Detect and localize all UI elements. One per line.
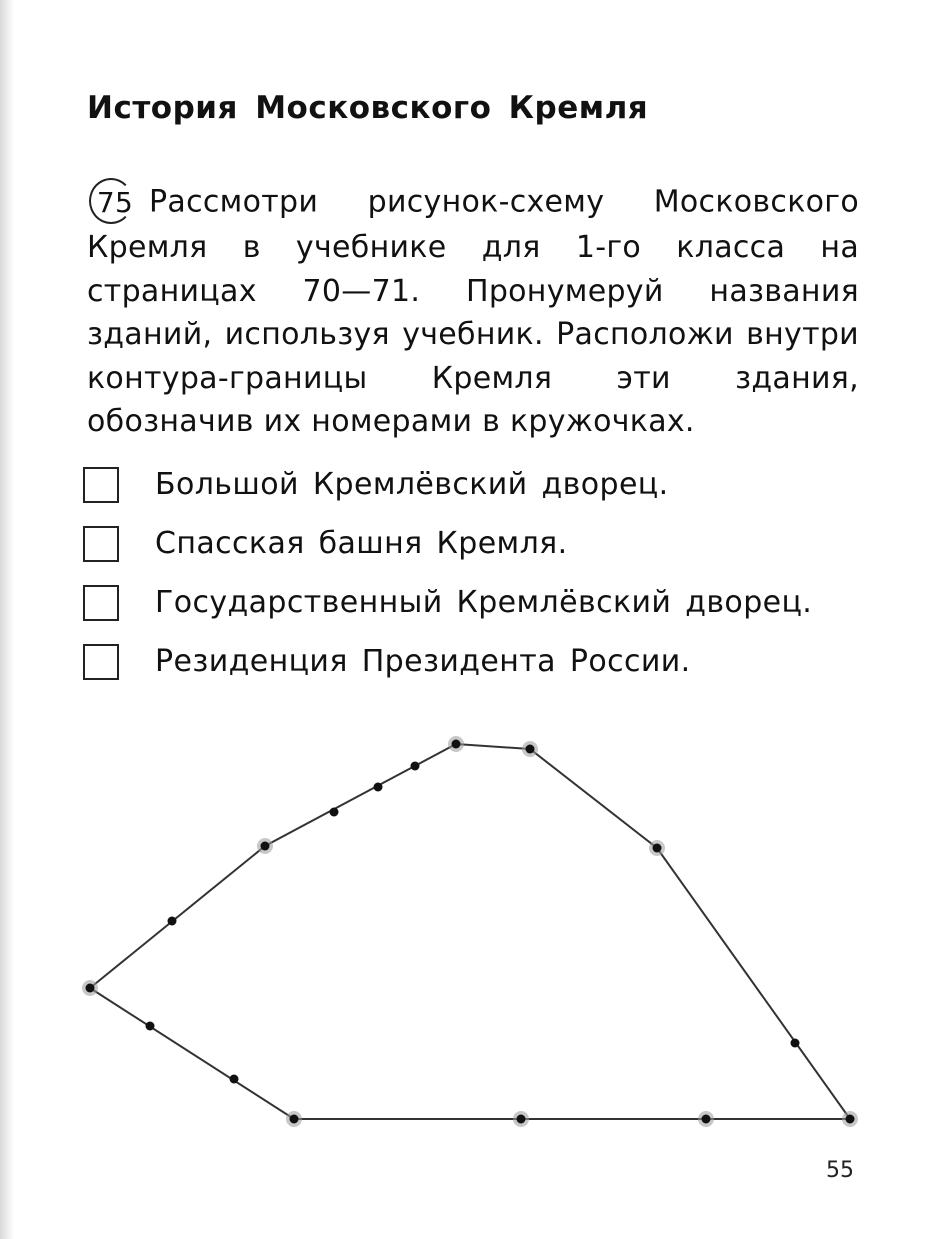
tower-dot <box>791 1039 800 1048</box>
tower-point <box>82 980 98 996</box>
task-number: 75 <box>96 186 134 219</box>
tower-dot <box>146 1022 155 1031</box>
number-box[interactable] <box>83 526 119 562</box>
list-item <box>83 573 812 632</box>
tower-dot <box>374 783 383 792</box>
option-label: Государственный Кремлёвский дворец. <box>155 585 813 620</box>
kremlin-boundary <box>90 744 850 1119</box>
tower-dot <box>168 917 177 926</box>
number-box[interactable] <box>83 585 119 621</box>
tower-point <box>448 736 464 752</box>
tower-point <box>286 1111 302 1127</box>
page-title: История Московского Кремля <box>87 90 649 126</box>
tower-dots <box>86 740 855 1124</box>
tower-point <box>513 1111 529 1127</box>
tower-point <box>257 838 273 854</box>
task-block <box>87 180 859 444</box>
tower-point <box>522 741 538 757</box>
tower-point <box>698 1111 714 1127</box>
tower-dot <box>290 1115 299 1124</box>
tower-dot <box>230 1075 239 1084</box>
tower-dot <box>86 984 95 993</box>
tower-dot <box>261 842 270 851</box>
list-item <box>83 632 812 691</box>
tower-dot <box>452 740 461 749</box>
list-item <box>83 514 812 573</box>
page-edge-shadow <box>0 0 14 1239</box>
tower-dot <box>846 1115 855 1124</box>
option-label: Спасская башня Кремля. <box>155 526 568 561</box>
task-number-badge <box>87 180 143 226</box>
tower-dot <box>526 745 535 754</box>
list-item <box>83 455 812 514</box>
tower-dot <box>411 762 420 771</box>
tower-dot <box>517 1115 526 1124</box>
page-number: 55 <box>826 1158 854 1183</box>
corner-towers <box>82 736 858 1127</box>
tower-point <box>842 1111 858 1127</box>
tower-dot <box>702 1115 711 1124</box>
number-box[interactable] <box>83 644 119 680</box>
tower-dot <box>653 844 662 853</box>
building-list <box>83 455 812 691</box>
option-label: Большой Кремлёвский дворец. <box>155 467 669 502</box>
tower-dot <box>330 808 339 817</box>
option-label: Резиденция Президента России. <box>155 644 691 679</box>
tower-point <box>649 840 665 856</box>
number-box[interactable] <box>83 467 119 503</box>
task-text: Рассмотри рисунок-схему Московского Кремля в учебнике для 1-го класса на страницах 70—71. Пронумеруй названия зданий, используя учебник. Расположи внутри контура-границы Кремля эти здания, обозначив их номерами в кружочках. <box>87 184 859 439</box>
